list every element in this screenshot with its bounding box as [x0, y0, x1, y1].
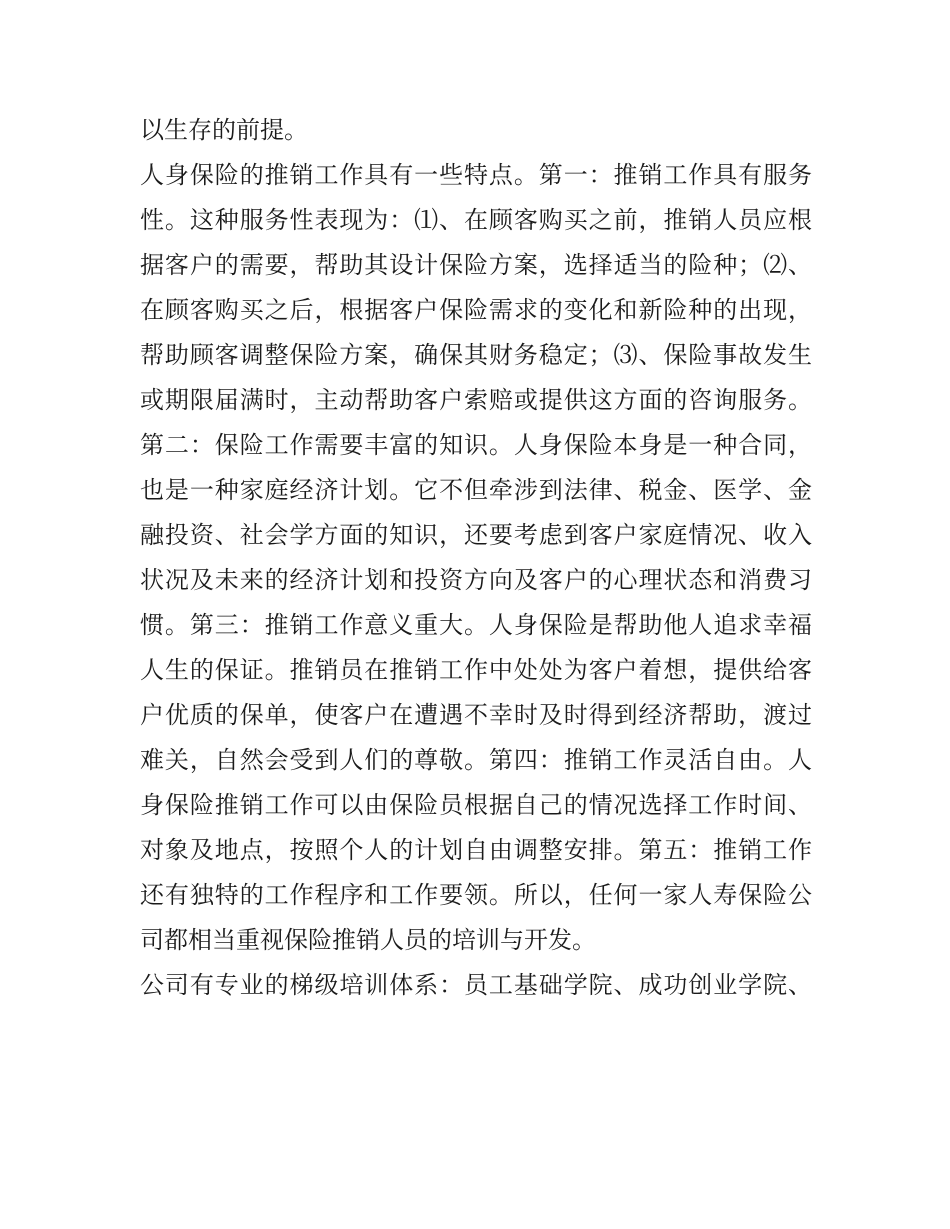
text-line: 性。这种服务性表现为：⑴、在顾客购买之前，推销人员应根 — [140, 206, 812, 234]
text-line: 对象及地点，按照个人的计划自由调整安排。第五：推销工作 — [140, 836, 812, 864]
text-line: 户优质的保单，使客户在遭遇不幸时及时得到经济帮助，渡过 — [140, 701, 812, 729]
body-text — [140, 108, 812, 1008]
text-line: 在顾客购买之后，根据客户保险需求的变化和新险种的出现， — [140, 296, 812, 324]
text-line: 帮助顾客调整保险方案，确保其财务稳定；⑶、保险事故发生 — [140, 341, 812, 369]
text-line: 惯。第三：推销工作意义重大。人身保险是帮助他人追求幸福 — [140, 611, 812, 639]
text-line: 还有独特的工作程序和工作要领。所以，任何一家人寿保险公 — [140, 881, 812, 909]
text-line: 人身保险的推销工作具有一些特点。第一：推销工作具有服务 — [140, 161, 812, 189]
text-line: 难关，自然会受到人们的尊敬。第四：推销工作灵活自由。人 — [140, 746, 812, 774]
text-line: 司都相当重视保险推销人员的培训与开发。 — [140, 926, 596, 954]
text-line: 公司有专业的梯级培训体系：员工基础学院、成功创业学院、 — [140, 971, 812, 999]
text-line: 人生的保证。推销员在推销工作中处处为客户着想，提供给客 — [140, 656, 812, 684]
text-line: 据客户的需要，帮助其设计保险方案，选择适当的险种；⑵、 — [140, 251, 812, 279]
text-line: 或期限届满时，主动帮助客户索赔或提供这方面的咨询服务。 — [140, 386, 812, 414]
text-line: 以生存的前提。 — [140, 116, 308, 144]
text-line: 融投资、社会学方面的知识，还要考虑到客户家庭情况、收入 — [140, 521, 812, 549]
text-line: 状况及未来的经济计划和投资方向及客户的心理状态和消费习 — [140, 566, 812, 594]
text-line: 也是一种家庭经济计划。它不但牵涉到法律、税金、医学、金 — [140, 476, 812, 504]
text-line: 第二：保险工作需要丰富的知识。人身保险本身是一种合同， — [140, 431, 812, 459]
text-line: 身保险推销工作可以由保险员根据自己的情况选择工作时间、 — [140, 791, 812, 819]
